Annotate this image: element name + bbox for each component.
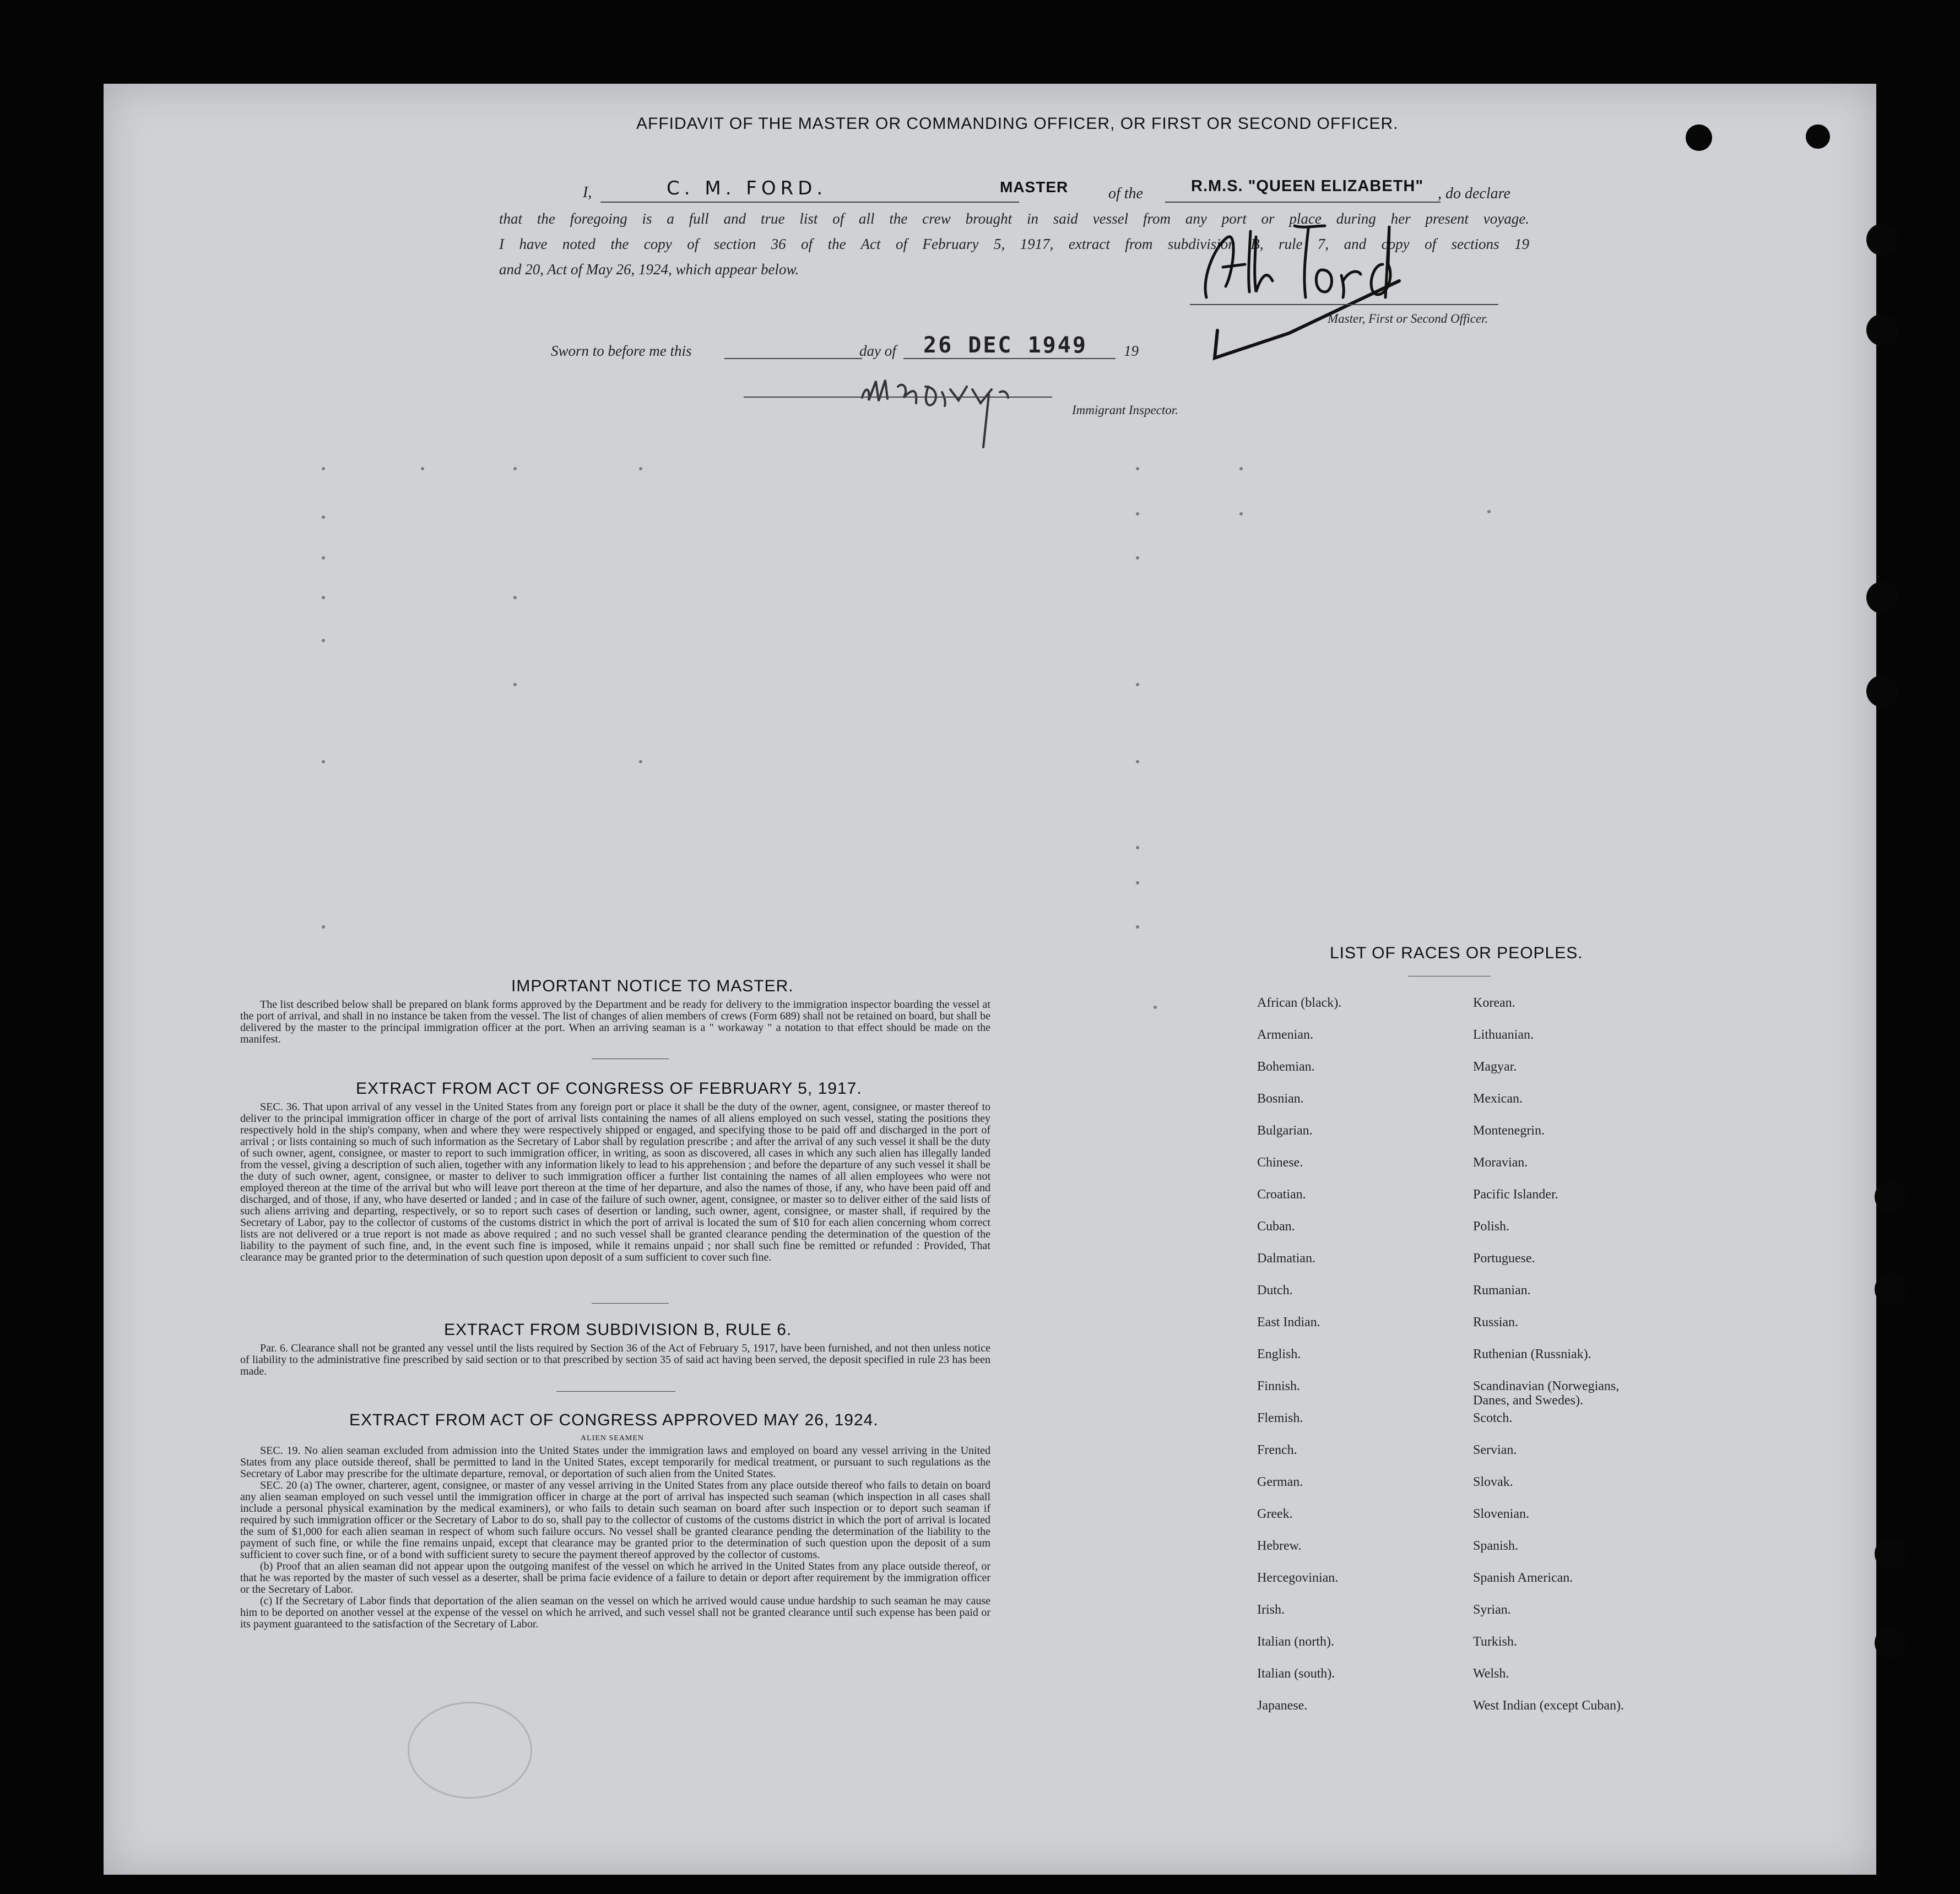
race-item: Spanish.: [1473, 1539, 1519, 1553]
race-item: English.: [1257, 1347, 1301, 1361]
race-item: Russian.: [1473, 1315, 1519, 1329]
inspector-caption: Immigrant Inspector.: [1072, 403, 1178, 417]
race-item: Ruthenian (Russniak).: [1473, 1347, 1591, 1361]
faint-mark: [513, 683, 517, 686]
race-item: Servian.: [1473, 1443, 1517, 1457]
race-item: Scotch.: [1473, 1411, 1513, 1425]
faint-mark: [322, 760, 325, 763]
race-item: Cuban.: [1257, 1219, 1295, 1234]
day-of-label: day of: [859, 343, 896, 359]
extract-1924-title: EXTRACT FROM ACT OF CONGRESS APPROVED MAY 26, 1924.: [349, 1411, 879, 1429]
race-item: East Indian.: [1257, 1315, 1320, 1329]
race-item: Lithuanian.: [1473, 1028, 1534, 1042]
race-item: Syrian.: [1473, 1603, 1511, 1617]
of-the-label: of the: [1108, 185, 1143, 202]
master-signature-line: [1190, 304, 1498, 305]
binder-hole: [1875, 1181, 1907, 1213]
race-item: Greek.: [1257, 1507, 1293, 1521]
race-item: Japanese.: [1257, 1698, 1308, 1713]
faint-mark: [1136, 556, 1139, 560]
race-item: Chinese.: [1257, 1155, 1303, 1170]
faint-mark: [421, 467, 424, 470]
divider: [592, 1303, 669, 1304]
extract-1924-body: [240, 1445, 990, 1630]
race-item: Italian (south).: [1257, 1667, 1335, 1681]
race-item: West Indian (except Cuban).: [1473, 1698, 1624, 1713]
binder-hole: [1866, 314, 1898, 346]
faint-mark: [1136, 467, 1139, 470]
sec-20c: (c) If the Secretary of Labor finds that deportation of the alien seaman on the vessel on which he arrived would cause undue hardship to such seaman he may cause him to be deported on another vessel at the expense of the vessel on which he arrived, and such vessel shall not be granted clearance until such expense has been paid or its payment guaranteed to the satisfaction of the Secretary of Labor.: [240, 1595, 990, 1630]
master-signature: [1184, 204, 1438, 363]
faint-mark: [1136, 512, 1139, 515]
extract-1917-title: EXTRACT FROM ACT OF CONGRESS OF FEBRUARY 5, 1917.: [356, 1079, 862, 1098]
sworn-underline: [724, 358, 862, 359]
race-item: Montenegrin.: [1473, 1124, 1545, 1138]
race-item: Polish.: [1473, 1219, 1510, 1234]
rank: MASTER: [1000, 178, 1069, 196]
race-item: African (black).: [1257, 996, 1342, 1010]
sec-19: SEC. 19. No alien seaman excluded from admission into the United States under the immigration laws and employed on board any vessel arriving in the United States from any place outside thereof, shall be permitted to land in the United States, except temporarily for medical treatment, or pursuant to such regulations as the Secretary of Labor may prescribe for the ultimate departure, removal, or deportation of such alien from the United States.: [240, 1445, 990, 1480]
divider: [556, 1391, 675, 1392]
race-item: Slovak.: [1473, 1475, 1513, 1489]
sec-20a: SEC. 20 (a) The owner, charterer, agent, consignee, or master of any vessel arriving in the United States from any place outside thereof who fails to detain on board any alien seaman employed on such vessel until the immigration officer in charge at the port of arrival has inspected such seaman (which inspection in all cases shall include a personal physical examination by the medical examiners), or who fails to detain such seaman on board after such inspection or to deport such seaman if required by such immigration officer or the Secretary of Labor to do so, shall pay to the collector of customs of the customs district in which the port of arrival is located the sum of $1,000 for each alien seaman in respect of whom such failure occurs. No vessel shall be granted clearance pending the determination of the liability to the payment of such fine, or while the fine remains unpaid, except that clearance may be granted prior to the determination of such question upon the deposit of a sum sufficient to cover such fine, or of a bond with sufficient surety to secure the payment thereof approved by the collector of customs.: [240, 1479, 990, 1561]
binder-hole: [1806, 124, 1830, 149]
race-item: Spanish American.: [1473, 1571, 1573, 1585]
race-item: Slovenian.: [1473, 1507, 1529, 1521]
race-item: Croatian.: [1257, 1187, 1306, 1202]
race-item: Moravian.: [1473, 1155, 1528, 1170]
date-underline: [903, 358, 1116, 359]
subdivision-b-body: Par. 6. Clearance shall not be granted any vessel until the lists required by Section 36 of the Act of February 5, 1917, have been furnished, and not then unless notice of liability to the administrative fine prescribed by said section or to that prescribed by section 35 of said act having been served, the deposit specified in rule 23 has been made.: [240, 1342, 990, 1377]
master-signature-caption: Master, First or Second Officer.: [1328, 312, 1488, 325]
race-item: Turkish.: [1473, 1635, 1517, 1649]
year-suffix: 19: [1124, 343, 1139, 359]
race-item: Armenian.: [1257, 1028, 1313, 1042]
faint-mark: [322, 639, 325, 642]
affidavit-line-3: and 20, Act of May 26, 1924, which appear below.: [499, 261, 799, 278]
sec-20b: (b) Proof that an alien seaman did not appear upon the outgoing manifest of the vessel on which he arrived in the United States from any place outside thereof, or that he was reported by the master of such vessel as a deserter, shall be prima facie evidence of a failure to detain or deport after requirement by the immigration officer or the Secretary of Labor.: [240, 1560, 990, 1595]
vessel-underline: [1165, 202, 1441, 203]
faint-mark: [1239, 512, 1243, 515]
race-item: Dalmatian.: [1257, 1251, 1315, 1266]
faint-mark: [322, 515, 325, 519]
do-declare-label: , do declare: [1438, 185, 1510, 202]
vessel-name: R.M.S. "QUEEN ELIZABETH": [1191, 177, 1424, 195]
faint-mark: [1136, 881, 1139, 884]
binder-hole: [1875, 1538, 1907, 1570]
race-item: Bohemian.: [1257, 1060, 1315, 1074]
affidavit-line-1: that the foregoing is a full and true list of all the crew brought in said vessel from any port or place during her present voyage.: [499, 210, 1529, 227]
faint-mark: [1136, 760, 1139, 763]
race-item: Bulgarian.: [1257, 1124, 1313, 1138]
race-item: French.: [1257, 1443, 1297, 1457]
faint-mark: [1136, 683, 1139, 686]
race-item: Hercegovinian.: [1257, 1571, 1339, 1585]
faint-mark: [1487, 510, 1491, 513]
i-label: I,: [583, 184, 592, 201]
binder-hole: [1875, 1627, 1907, 1659]
binder-hole: [1866, 675, 1898, 707]
faint-stamp: [408, 1702, 532, 1799]
faint-mark: [322, 556, 325, 560]
faint-mark: [1136, 925, 1139, 929]
faint-mark: [1154, 1006, 1157, 1009]
race-item: Magyar.: [1473, 1060, 1517, 1074]
faint-mark: [322, 467, 325, 470]
faint-mark: [322, 925, 325, 929]
date-stamp: 26 DEC 1949: [923, 333, 1087, 358]
race-item: Irish.: [1257, 1603, 1285, 1617]
faint-mark: [639, 467, 642, 470]
inspector-signature: [851, 365, 1060, 453]
notice-body: The list described below shall be prepared on blank forms approved by the Department and be ready for delivery to the immigration inspector boarding the vessel at the port of arrival, and shall in no instance be taken from the vessel. The list of changes of alien members of crews (Form 689) shall not be retained on board, but shall be delivered by the master to the principal immigration officer at the port. When an arriving seaman is a " workaway " a notation to that effect should be made on the manifest.: [240, 998, 990, 1045]
faint-mark: [1136, 846, 1139, 849]
race-item: Dutch.: [1257, 1283, 1293, 1298]
faint-mark: [1239, 467, 1243, 470]
race-item: Scandinavian (Norwegians, Danes, and Swedes).: [1473, 1379, 1620, 1408]
faint-mark: [513, 467, 517, 470]
faint-mark: [322, 596, 325, 599]
sworn-label: Sworn to before me this: [551, 343, 692, 359]
race-item: Welsh.: [1473, 1667, 1509, 1681]
extract-1917-body: SEC. 36. That upon arrival of any vessel in the United States from any foreign port or place it shall be the duty of the owner, agent, consignee, or master thereof to deliver to the principal immigration officer in charge of the port of arrival lists containing the names of all aliens employed on such vessel, stating the positions they respectively hold in the ship's company, when and where they were respectively shipped or engaged, and specifying those to be paid off and discharged in the port of arrival ; or lists containing so much of such information as the Secretary of Labor shall by regulation prescribe ; and after the arrival of any such vessel it shall be the duty of such owner, agent, consignee, or master to report to such immigration officer, in writing, as soon as discovered, all cases in which any such alien has illegally landed from the vessel, giving a description of such alien, together with any information likely to lead to his apprehension ; and before the departure of any such vessel it shall be the duty of such owner, agent, consignee, or master to deliver to such immigration officer a further list containing the names of all alien employees who were not employed thereon at the time of the arrival but who will leave port thereon at the time of her departure, and also the names of those, if any, who have been paid off and discharged, and of those, if any, who have deserted or landed ; and in case of the failure of such owner, agent, consignee, or master so to deliver either of the said lists of such aliens arriving and departing, respectively, or so to report such cases of desertion or landing, such owner, agent, consignee, or master shall, if required by the Secretary of Labor, pay to the collector of customs of the customs district in which the port of arrival is located the sum of $10 for each alien concerning whom correct lists are not delivered or a true report is not made as above required ; and no such vessel shall be granted clearance pending the determination of the question of the liability to the payment of such fine, and, in the event such fine is imposed, while it remains unpaid ; nor shall such fine be remitted or refunded : Provided, That clearance may be granted prior to the determination of such question upon deposit of a sum sufficient to cover such fine.: [240, 1101, 990, 1263]
race-item: Portuguese.: [1473, 1251, 1535, 1266]
alien-seamen-subtitle: ALIEN SEAMEN: [581, 1434, 645, 1442]
inspector-signature-line: [744, 397, 1052, 398]
faint-mark: [513, 596, 517, 599]
subdivision-b-title: EXTRACT FROM SUBDIVISION B, RULE 6.: [444, 1321, 792, 1339]
races-title: LIST OF RACES OR PEOPLES.: [1330, 944, 1583, 962]
binder-hole: [1866, 582, 1898, 614]
race-item: Pacific Islander.: [1473, 1187, 1558, 1202]
binder-hole: [1686, 124, 1712, 151]
faint-mark: [639, 760, 642, 763]
binder-hole: [1875, 1273, 1907, 1305]
notice-title: IMPORTANT NOTICE TO MASTER.: [511, 977, 794, 995]
race-item: Hebrew.: [1257, 1539, 1302, 1553]
race-item: Finnish.: [1257, 1379, 1301, 1393]
affidavit-title: AFFIDAVIT OF THE MASTER OR COMMANDING OFFICER, OR FIRST OR SECOND OFFICER.: [636, 115, 1399, 133]
name-underline: [600, 202, 1019, 203]
race-item: Bosnian.: [1257, 1092, 1304, 1106]
race-item: Mexican.: [1473, 1092, 1523, 1106]
race-item: German.: [1257, 1475, 1303, 1489]
affidavit-line-2: I have noted the copy of section 36 of the Act of February 5, 1917, extract from subdivision B, rule 7, and copy of sections 19: [499, 236, 1529, 252]
binder-hole: [1866, 224, 1898, 256]
race-item: Flemish.: [1257, 1411, 1303, 1425]
race-item: Rumanian.: [1473, 1283, 1531, 1298]
race-item: Korean.: [1473, 996, 1515, 1010]
master-name: C. M. FORD.: [667, 177, 827, 199]
race-item: Italian (north).: [1257, 1635, 1334, 1649]
